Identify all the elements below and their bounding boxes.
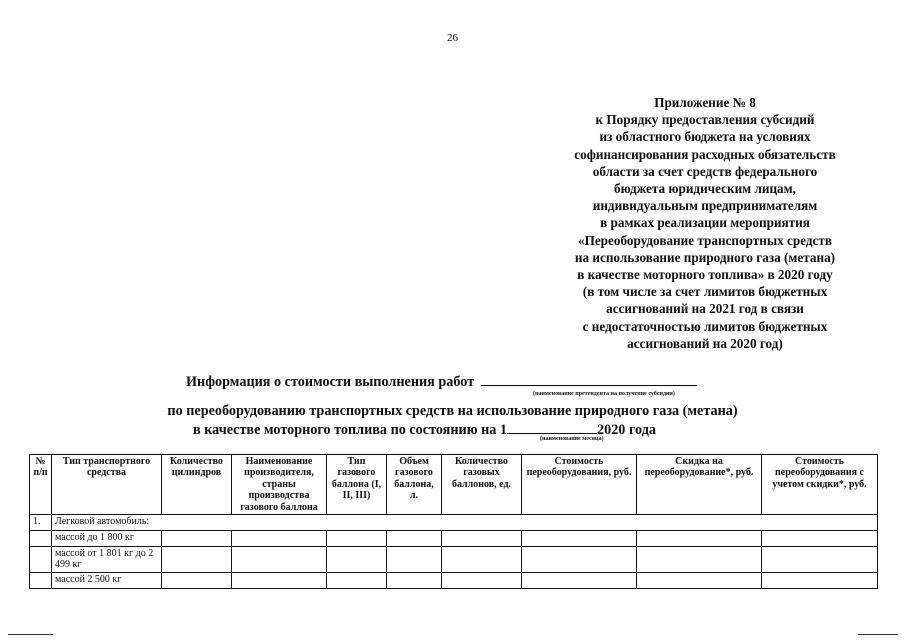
applicant-name-blank <box>481 372 697 386</box>
column-header-vehicle-type: Тип транспортного средства <box>52 455 162 515</box>
table-cell <box>637 572 762 588</box>
column-header-manufacturer: Наименование производителя, страны производства газового баллона <box>232 455 327 515</box>
table-cell <box>442 531 522 547</box>
cost-table <box>29 454 878 589</box>
appendix-line: из областного бюджета на условиях <box>599 129 811 145</box>
table-cell <box>387 547 442 573</box>
table-cell <box>387 531 442 547</box>
column-header-conversion-cost: Стоимость переоборудования, руб. <box>522 455 637 515</box>
table-cell <box>442 547 522 573</box>
table-cell <box>762 531 878 547</box>
appendix-line: на использование природного газа (метана) <box>574 249 836 265</box>
table-row <box>30 572 878 588</box>
appendix-heading <box>540 94 870 352</box>
appendix-line: индивидуальным предпринимателям <box>592 198 818 214</box>
title-date-suffix: 2020 года <box>597 422 656 438</box>
table-cell <box>327 531 387 547</box>
table-cell <box>162 572 232 588</box>
table-cell <box>327 572 387 588</box>
table-cell <box>442 572 522 588</box>
appendix-line: софинансирования расходных обязательств <box>574 146 836 162</box>
title-date-prefix: в качестве моторного топлива по состоянию на 1 <box>193 422 508 438</box>
appendix-line: (в том числе за счет лимитов бюджетных <box>582 284 828 300</box>
document-title-line-1 <box>186 372 697 391</box>
scan-artifact-line <box>8 634 53 635</box>
table-row <box>30 547 878 573</box>
title-text: Информация о стоимости выполнения работ <box>186 374 475 390</box>
appendix-line: с недостаточностью лимитов бюджетных <box>582 318 828 334</box>
month-blank <box>507 420 597 434</box>
table-cell <box>522 531 637 547</box>
row-label: Легковой автомобиль: <box>52 515 878 531</box>
table-cell <box>232 547 327 573</box>
table-cell <box>232 531 327 547</box>
appendix-line: Приложение № 8 <box>654 95 756 110</box>
table-cell <box>762 547 878 573</box>
table-cell <box>232 572 327 588</box>
appendix-line: в рамках реализации мероприятия <box>600 215 810 231</box>
table-cell <box>162 531 232 547</box>
appendix-line: ассигнований на 2020 год) <box>627 335 783 351</box>
table-header-row <box>30 455 878 515</box>
table-cell <box>387 572 442 588</box>
appendix-line: области за счет средств федерального <box>592 163 818 179</box>
row-label: массой от 1 801 кг до 2 499 кг <box>52 547 162 573</box>
table-cell <box>637 547 762 573</box>
row-label: массой до 1 800 кг <box>52 531 162 547</box>
row-label: массой 2 500 кг <box>52 572 162 588</box>
row-number: 1. <box>30 515 52 531</box>
column-header-cylinder-type: Тип газового баллона (I, II, III) <box>327 455 387 515</box>
appendix-line: к Порядку предоставления субсидий <box>595 112 815 128</box>
document-title-line-2: по переоборудованию транспортных средств на использование природного газа (метана) <box>167 403 738 419</box>
row-number <box>30 547 52 573</box>
table-cell <box>522 547 637 573</box>
row-number <box>30 572 52 588</box>
appendix-line: в качестве моторного топлива» в 2020 году <box>577 267 833 283</box>
appendix-line: ассигнований на 2021 год в связи <box>606 301 804 317</box>
column-header-discount: Скидка на переоборудование*, руб. <box>637 455 762 515</box>
table-cell <box>327 547 387 573</box>
appendix-line: «Переоборудование транспортных средств <box>577 232 833 248</box>
table-cell <box>522 572 637 588</box>
row-number <box>30 531 52 547</box>
column-header-cost-with-discount: Стоимость переоборудования с учетом скидки*, руб. <box>762 455 878 515</box>
column-header-cylinder-count: Количество газовых баллонов, ед. <box>442 455 522 515</box>
scan-artifact-line <box>858 634 898 635</box>
table-row <box>30 531 878 547</box>
appendix-line: бюджета юридическим лицам, <box>614 181 796 197</box>
table-cell <box>162 547 232 573</box>
table-cell <box>762 572 878 588</box>
applicant-name-hint: (наименование претендента на получение субсидии) <box>533 391 675 397</box>
month-hint: (наименование месяца) <box>540 436 604 442</box>
column-header-cylinders: Количество цилиндров <box>162 455 232 515</box>
column-header-number: № п/п <box>30 455 52 515</box>
page-number: 26 <box>447 32 458 44</box>
column-header-volume: Объем газового баллона, л. <box>387 455 442 515</box>
table-cell <box>637 531 762 547</box>
table-row <box>30 515 878 531</box>
